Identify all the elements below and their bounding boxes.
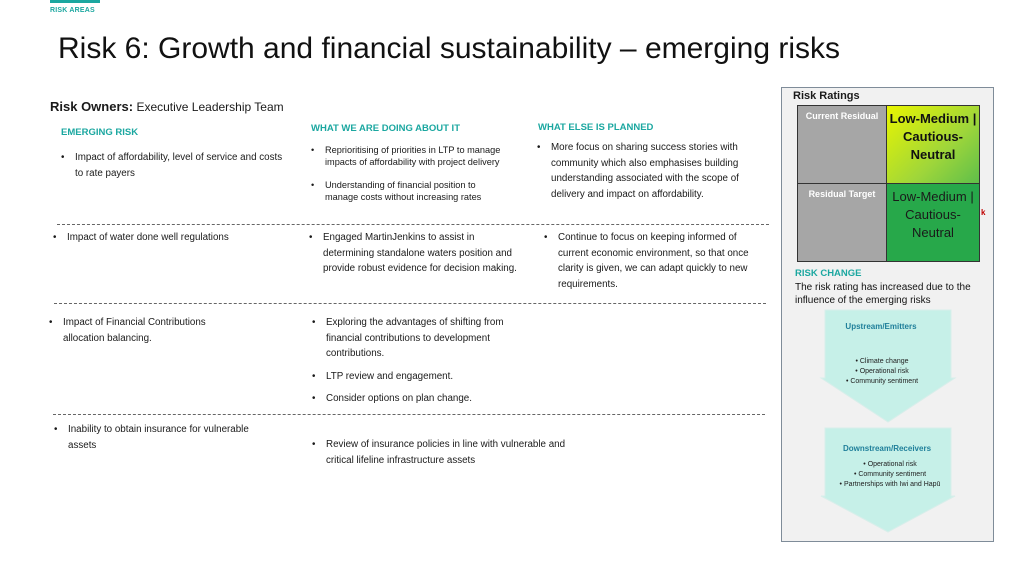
row-divider <box>53 414 765 415</box>
list-item: • Community sentiment <box>826 377 938 387</box>
current-residual-value: Low-Medium | Cautious-Neutral <box>887 106 979 184</box>
row-1-actions <box>311 145 506 215</box>
downstream-label: Downstream/Receivers <box>842 444 932 453</box>
risk-owners-value: Executive Leadership Team <box>136 100 284 114</box>
row-3-emerging-risk <box>49 315 249 358</box>
row-4-actions <box>312 437 582 480</box>
row-divider <box>57 224 769 225</box>
row-1-planned <box>537 140 747 214</box>
list-item: • Impact of water done well regulations <box>53 230 293 246</box>
column-header-planned: WHAT ELSE IS PLANNED <box>538 122 654 133</box>
list-item: • Community sentiment <box>834 470 946 480</box>
risk-owners-label: Risk Owners: <box>50 99 134 114</box>
list-item: • Inability to obtain insurance for vulnerable assets <box>54 422 254 453</box>
row-4-emerging-risk <box>54 422 254 465</box>
row-2-emerging-risk <box>53 230 293 258</box>
list-item: • Partnerships with Iwi and Hapū <box>834 480 946 490</box>
list-item: • Operational risk <box>826 367 938 377</box>
flow-arrows <box>819 308 957 533</box>
list-item: • Reprioritising of priorities in LTP to manage impacts of affordability with project delivery <box>311 145 506 168</box>
list-item: • Consider options on plan change. <box>312 391 527 407</box>
row-divider <box>54 303 766 304</box>
list-item: • Impact of affordability, level of service and costs to rate payers <box>61 150 286 181</box>
list-item: • LTP review and engagement. <box>312 369 527 385</box>
upstream-label: Upstream/Emitters <box>845 322 917 331</box>
accent-bar <box>50 0 100 3</box>
current-residual-label: Current Residual <box>798 106 887 184</box>
list-item: • Climate change <box>826 357 938 367</box>
list-item: • Review of insurance policies in line with vulnerable and critical lifeline infrastructure assets <box>312 437 582 468</box>
clipped-label: k <box>981 208 986 217</box>
row-2-planned <box>544 230 764 304</box>
downstream-list <box>834 460 946 490</box>
row-1-emerging-risk <box>61 150 286 193</box>
section-tag: RISK AREAS <box>50 7 95 14</box>
risk-owners <box>50 99 284 114</box>
list-item: • More focus on sharing success stories with community which also emphasises building understanding associated with the scope of delivery and impact on affordability. <box>537 140 747 202</box>
list-item: • Engaged MartinJenkins to assist in determining standalone waters position and provide robust evidence for decision making. <box>309 230 524 277</box>
risk-change-title: RISK CHANGE <box>795 268 862 279</box>
upstream-list <box>826 357 938 387</box>
list-item: • Understanding of financial position to manage costs without increasing rates <box>311 180 506 203</box>
list-item: • Exploring the advantages of shifting from financial contributions to development contributions. <box>312 315 527 362</box>
row-2-actions <box>309 230 524 289</box>
residual-target-label: Residual Target <box>798 184 887 261</box>
risk-ratings-title: Risk Ratings <box>793 90 860 102</box>
list-item: • Continue to focus on keeping informed of current economic environment, so that once clarity is given, we can adapt quickly to new requirements. <box>544 230 764 292</box>
page-title: Risk 6: Growth and financial sustainability – emerging risks <box>58 32 841 65</box>
list-item: • Impact of Financial Contributions allocation balancing. <box>49 315 249 346</box>
row-3-actions <box>312 315 527 414</box>
risk-change-text: The risk rating has increased due to the influence of the emerging risks <box>795 282 971 306</box>
residual-target-value: Low-Medium | Cautious-Neutral <box>887 184 979 261</box>
column-header-emerging-risk: EMERGING RISK <box>61 127 139 138</box>
list-item: • Operational risk <box>834 460 946 470</box>
column-header-doing: WHAT WE ARE DOING ABOUT IT <box>311 123 460 134</box>
